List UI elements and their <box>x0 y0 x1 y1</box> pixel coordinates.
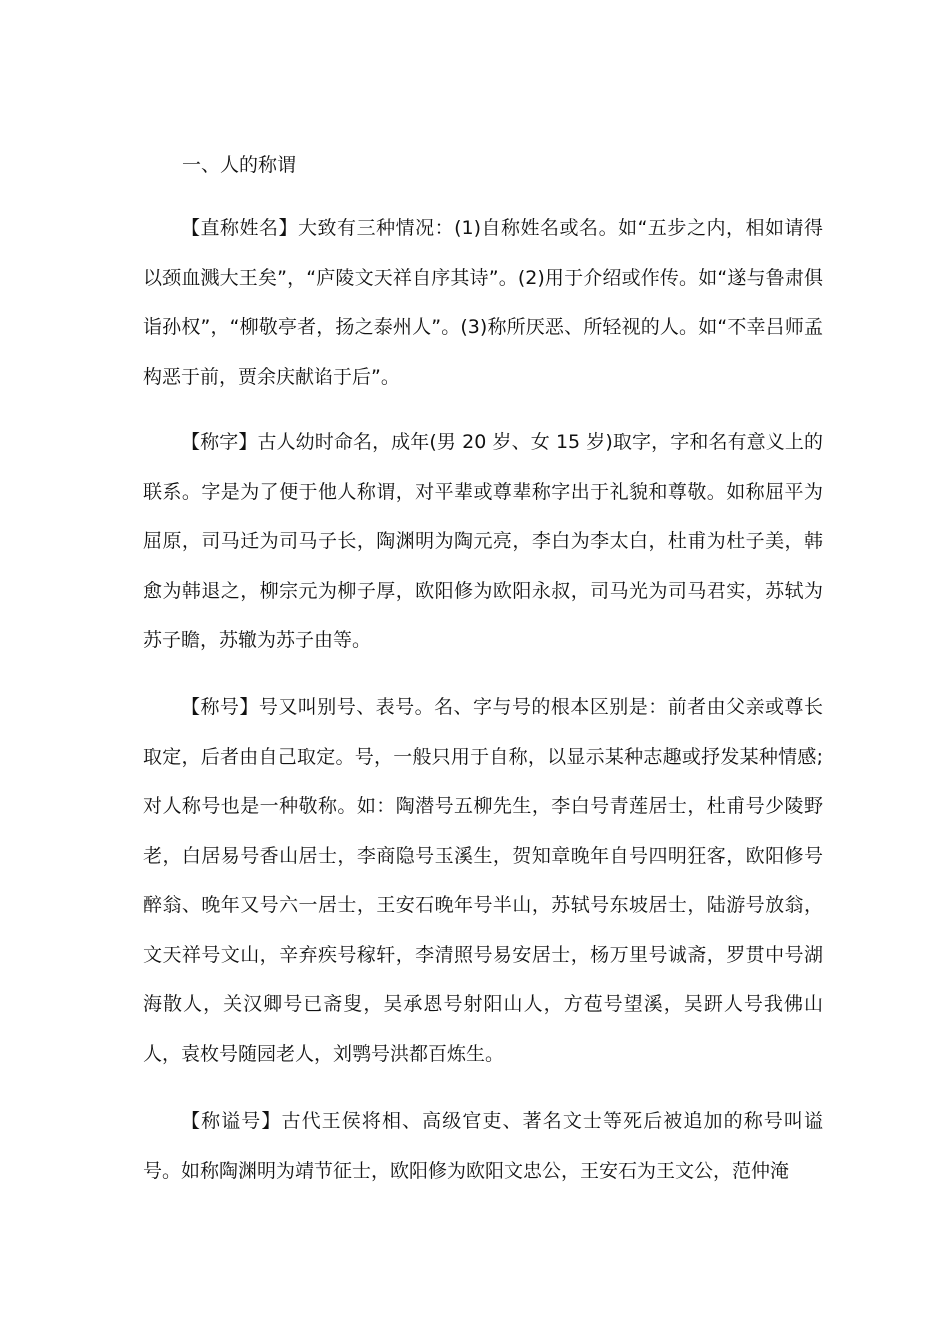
paragraph-tag: 【称字】 <box>181 431 258 453</box>
paragraph-text: 号又叫别号、表号。名、字与号的根本区别是：前者由父亲或尊长取定，后者由自己取定。号，一般只用于自称，以显示某种志趣或抒发某种情感;对人称号也是一种敬称。如：陶潜号五柳先生，李白号青莲居士，杜甫号少陵野老，白居易号香山居士，李商隐号玉溪生，贺知章晚年自号四明狂客，欧阳修号醉翁、晚年又号六一居士，王安石晚年号半山，苏轼号东坡居士，陆游号放翁，文天祥号文山，辛弃疾号稼轩，李清照号易安居士，杨万里号诚斋，罗贯中号湖海散人，关汉卿号已斋叟，吴承恩号射阳山人，方苞号望溪，吴趼人号我佛山人，袁枚号随园老人，刘鹗号洪都百炼生。 <box>143 696 823 1065</box>
paragraph-tag: 【称号】 <box>181 696 259 718</box>
paragraph-courtesy-name <box>143 418 823 666</box>
paragraph-tag: 【直称姓名】 <box>181 217 299 239</box>
paragraph-art-name <box>143 683 823 1079</box>
paragraph-posthumous-name <box>143 1097 823 1196</box>
paragraph-direct-name <box>143 204 823 402</box>
paragraph-text: 大致有三种情况：(1)自称姓名或名。如“五步之内，相如请得以颈血溅大王矣”，“庐陵文天祥自序其诗”。(2)用于介绍或作传。如“遂与鲁肃俱诣孙权”，“柳敬亭者，扬之泰州人”。(3)称所厌恶、所轻视的人。如“不幸吕师孟构恶于前，贾余庆献谄于后”。 <box>143 217 823 388</box>
paragraph-text: 古人幼时命名，成年(男 20 岁、女 15 岁)取字，字和名有意义上的联系。字是为了便于他人称谓，对平辈或尊辈称字出于礼貌和尊敬。如称屈平为屈原，司马迁为司马子长，陶渊明为陶元亮，李白为李太白，杜甫为杜子美，韩愈为韩退之，柳宗元为柳子厚，欧阳修为欧阳永叔，司马光为司马君实，苏轼为苏子瞻，苏辙为苏子由等。 <box>143 431 823 651</box>
paragraph-tag: 【称谥号】 <box>181 1110 282 1132</box>
paragraph-text: 古代王侯将相、高级官吏、著名文士等死后被追加的称号叫谥号。如称陶渊明为靖节征士，欧阳修为欧阳文忠公，王安石为王文公，范仲淹 <box>143 1110 823 1182</box>
section-heading: 一、人的称谓 <box>182 154 297 176</box>
